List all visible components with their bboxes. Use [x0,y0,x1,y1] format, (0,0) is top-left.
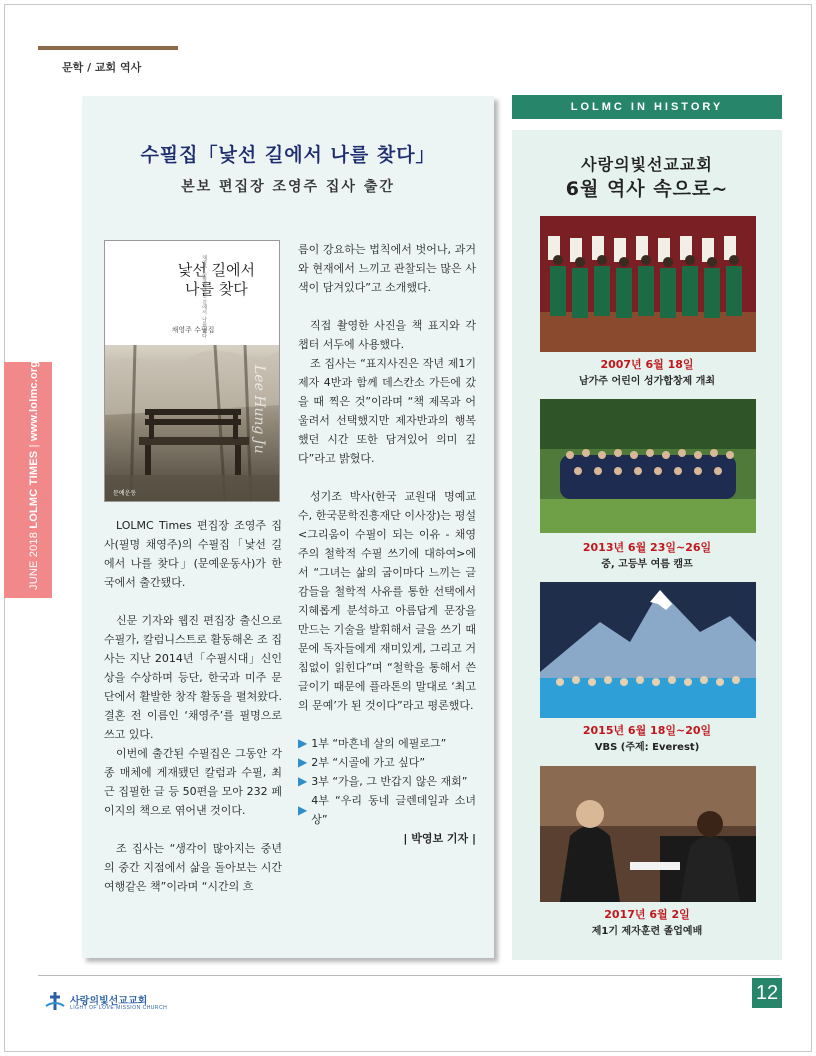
event-date: 2017년 6월 2일 [604,908,690,921]
list-item: ▶ 2부 “시골에 가고 싶다” [298,753,476,772]
paragraph: 조 집사는 “생각이 많아지는 중년의 중간 지점에서 삶을 돌아보는 시간 여행같은 책”이라며 “시간의 흐 [104,842,282,893]
publication-name: LOLMC TIMES [28,450,40,529]
paragraph: 조 집사는 “표지사진은 작년 제1기 제자 4반과 함께 데스칸소 가든에 갔을 때 찍은 것”이라며 “책 제목과 어울려서 선택했지만 제자반과의 행복했던 시간 또한 담겨있어 의미 깊다”라고 밝혔다. [298,357,476,465]
paragraph: 이번에 출간된 수필집은 그동안 각종 매체에 게재됐던 칼럼과 수필, 최근 집필한 글 등 50편을 모아 232 페이지의 책으로 엮어낸 것이다. [104,747,282,817]
article-column-right [298,240,476,848]
triangle-bullet-icon: ▶ [298,774,308,788]
bottom-rule [38,975,780,976]
book-title: 낯선 길에서 나를 찾다 [177,261,255,298]
paragraph: LOLMC Times 편집장 조영주 집사(필명 채영주)의 수필집「낯선 길에서 나를 찾다」(문예운동사)가 한국에서 출간됐다. [104,519,282,589]
event-caption: 남가주 어린이 성가합창제 개최 [578,376,716,387]
chapter-list [298,734,476,829]
paragraph: 직접 촬영한 사진을 책 표지와 각 챕터 서두에 사용했다. [298,319,476,351]
article-panel [82,96,494,958]
graduation-photo [540,766,756,902]
paragraph: 름이 강요하는 법칙에서 벗어나, 과거와 현재에서 느끼고 관찰되는 많은 사색이 담겨있다”고 소개했다. [298,243,476,294]
summer-camp-photo [540,399,756,533]
book-author: 채영주 수필집 [171,326,215,334]
triangle-bullet-icon: ▶ [298,802,308,817]
event-caption: 제1기 제자훈련 졸업예배 [591,926,703,937]
event-date: 2007년 6월 18일 [600,358,694,371]
paragraph: 신문 기자와 웹진 편집장 출신으로 수필가, 칼럼니스트로 활동해온 조 집사는 지난 2014년「수필시대」신인상을 수상하며 등단, 한국과 미주 문단에서 활발한 창작 활동을 펼쳐왔다. 결혼 전 이름인 ‘채영주’를 필명으로 쓰고 있다. [104,614,282,741]
triangle-bullet-icon: ▶ [298,755,308,769]
event-date: 2015년 6월 18일~20일 [582,724,712,737]
church-name: 사랑의빛선교교회 [70,996,148,1007]
history-header: LOLMC IN HISTORY [512,95,782,119]
list-item: ▶ 3부 “가을, 그 반갑지 않은 재회” [298,772,476,791]
article-column-left [104,516,282,896]
article-subtitle: 본보 편집장 조영주 집사 출간 [181,179,395,195]
event-caption: 중, 고등부 여름 캠프 [601,559,693,570]
side-tab-text: JUNE 2018 LOLMC TIMES | www.lolmc.org [28,360,40,590]
website-url[interactable]: www.lolmc.org [28,360,40,442]
list-item: ▶ 4부 “우리 동네 글렌데일과 소녀상” [298,794,476,826]
issue-date: JUNE 2018 [28,531,40,590]
section-label: 문학 / 교회 역사 [62,61,142,74]
event-caption: VBS (주제: Everest) [594,742,700,753]
history-panel [512,130,782,960]
history-title-month: 6월 역사 속으로~ [565,178,729,200]
page-number: 12 [752,978,782,1008]
event-date: 2013년 6월 23일~26일 [582,541,712,554]
vbs-photo [540,582,756,718]
history-title-church: 사랑의빛선교교회 [581,155,713,174]
church-name-en: LIGHT OF LOVE MISSION CHURCH [70,1005,168,1011]
svg-text:Lee Hung Ju: Lee Hung Ju [251,365,267,454]
church-logo-icon [44,990,66,1016]
reporter-byline: | 박영보 기자 | [403,832,476,845]
book-cover [104,240,280,502]
choir-photo [540,216,756,352]
triangle-bullet-icon: ▶ [298,736,308,750]
paragraph: 성기조 박사(한국 교원대 명예교수, 한국문학진흥재단 이사장)는 평설 <그리움이 수필이 되는 이유 - 채영주의 철학적 수필 쓰기에 대하여>에서 “그녀는 삶의 굽이마다 느끼는 글감들을 철학적 사유를 통한 선택에서 지혜롭게 분석하고 아름답게 문장을 만드는 기술을 발휘해서 글을 쓰기 때문에 독자들에게 재미있게, 그리고 거침없이 읽힌다”며 “철학을 통해서 쓴 글이기 때문에 플라톤의 말대로 ‘최고의 문예’가 된 것이다”라고 평론했다. [298,490,476,712]
list-item: ▶ 1부 “마흔네 살의 에필로그” [298,734,476,753]
svg-text:문예운동: 문예운동 [113,490,137,497]
article-title: 수필집「낯선 길에서 나를 찾다」 [140,144,436,166]
book-spine-text: 채영주 수필집 낯선 길에서 나를 찾다 [201,255,207,338]
top-rule [38,46,178,50]
bench-photo [105,345,280,502]
